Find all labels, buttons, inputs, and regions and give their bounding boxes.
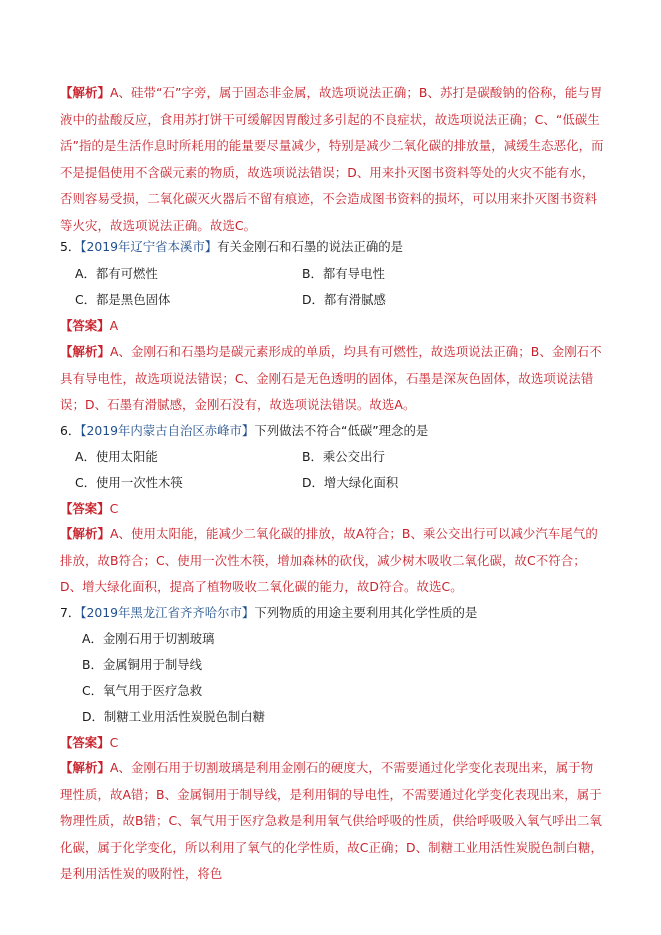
q6-option-a: A．使用太阳能 bbox=[75, 449, 158, 464]
q7-option-b: B．金属铜用于制导线 bbox=[82, 657, 203, 672]
q5-source: 【2019年辽宁省本溪市】 bbox=[80, 239, 218, 254]
q6-answer bbox=[60, 499, 605, 519]
q6-number: 6． bbox=[60, 423, 81, 438]
q6-stem: 下列做法不符合“低碳”理念的是 bbox=[254, 423, 429, 438]
q5-option-a: A．都有可燃性 bbox=[75, 266, 158, 281]
q7-option-a: A．金刚石用于切割玻璃 bbox=[82, 631, 215, 646]
q6-question bbox=[60, 421, 605, 441]
q4-analysis bbox=[60, 80, 605, 239]
q7-analysis-tag: 【解析】 bbox=[60, 760, 110, 775]
q6-answer-tag: 【答案】 bbox=[60, 501, 110, 516]
q5-option-d: D．都有滑腻感 bbox=[302, 292, 386, 307]
q4-analysis-tag: 【解析】 bbox=[60, 85, 110, 100]
q6-source: 【2019年内蒙古自治区赤峰市】 bbox=[80, 423, 255, 438]
q6-analysis-tag: 【解析】 bbox=[60, 526, 110, 541]
q6-analysis bbox=[60, 521, 605, 601]
q7-question bbox=[60, 603, 605, 623]
q6-option-d: D．增大绿化面积 bbox=[302, 475, 399, 490]
q5-analysis-text: A、金刚石和石墨均是碳元素形成的单质，均具有可燃性，故选项说法正确；B、金刚石不具有导电性，故选项说法错误；C、金刚石是无色透明的固体，石墨是深灰色固体，故选项说法错误；D、石墨有滑腻感，金刚石没有，故选项说法错误。故选A。 bbox=[60, 344, 602, 412]
q7-analysis-text: A、金刚石用于切割玻璃是利用金刚石的硬度大，不需要通过化学变化表现出来，属于物理性质，故A错；B、金属铜用于制导线，是利用铜的导电性，不需要通过化学变化表现出来，属于物理性质，故B错；C、氧气用于医疗急救是利用氧气供给呼吸的性质，供给呼吸吸入氧气呼出二氧化碳，属于化学变化，所以利用了氧气的化学性质，故C正确；D、制糖工业用活性炭脱色制白糖，是利用活性炭的吸附性，将色 bbox=[60, 760, 603, 881]
q4-analysis-text: A、硅带“石”字旁，属于固态非金属，故选项说法正确；B、苏打是碳酸钠的俗称，能与胃液中的盐酸反应，食用苏打饼干可缓解因胃酸过多引起的不良症状，故选项说法正确；C、“低碳生活”指的是生活作息时所耗用的能量要尽量减少，特别是减少二氧化碳的排放量，减缓生态恶化，而不是提倡使用不含碳元素的物质，故选项说法错误；D、用来扑灭图书资料等处的火灾不能有水，否则容易受损，二氧化碳灭火器后不留有痕迹，不会造成图书资料的损坏，可以用来扑灭图书资料等火灾，故选项说法正确。故选C。 bbox=[60, 85, 604, 233]
q6-answer-value: C bbox=[109, 501, 119, 516]
q5-answer-tag: 【答案】 bbox=[60, 318, 110, 333]
q7-answer-value: C bbox=[109, 735, 119, 750]
q5-analysis-tag: 【解析】 bbox=[60, 344, 110, 359]
q7-analysis bbox=[60, 755, 605, 888]
q5-number: 5． bbox=[60, 239, 81, 254]
q6-option-b: B．乘公交出行 bbox=[302, 449, 385, 464]
q5-answer-value: A bbox=[109, 318, 119, 333]
q7-option-c: C．氧气用于医疗急救 bbox=[82, 683, 203, 698]
q5-question bbox=[60, 237, 605, 257]
q5-answer bbox=[60, 316, 605, 336]
q5-stem: 有关金刚石和石墨的说法正确的是 bbox=[217, 239, 403, 254]
q5-analysis bbox=[60, 339, 605, 419]
q6-analysis-text: A、使用太阳能，能减少二氧化碳的排放，故A符合；B、乘公交出行可以减少汽车尾气的排放，故B符合；C、使用一次性木筷，增加森林的砍伐，减少树木吸收二氧化碳，故C不符合；D、增大绿化面积，提高了植物吸收二氧化碳的能力，故D符合。故选C。 bbox=[60, 526, 598, 594]
q5-option-c: C．都是黑色固体 bbox=[75, 292, 171, 307]
q5-option-b: B．都有导电性 bbox=[302, 266, 385, 281]
q7-answer-tag: 【答案】 bbox=[60, 735, 110, 750]
q7-stem: 下列物质的用途主要利用其化学性质的是 bbox=[254, 605, 478, 620]
q7-source: 【2019年黑龙江省齐齐哈尔市】 bbox=[80, 605, 255, 620]
q7-number: 7． bbox=[60, 605, 81, 620]
q7-answer bbox=[60, 733, 605, 753]
q6-option-c: C．使用一次性木筷 bbox=[75, 475, 183, 490]
q7-option-d: D．制糖工业用活性炭脱色制白糖 bbox=[82, 709, 266, 724]
